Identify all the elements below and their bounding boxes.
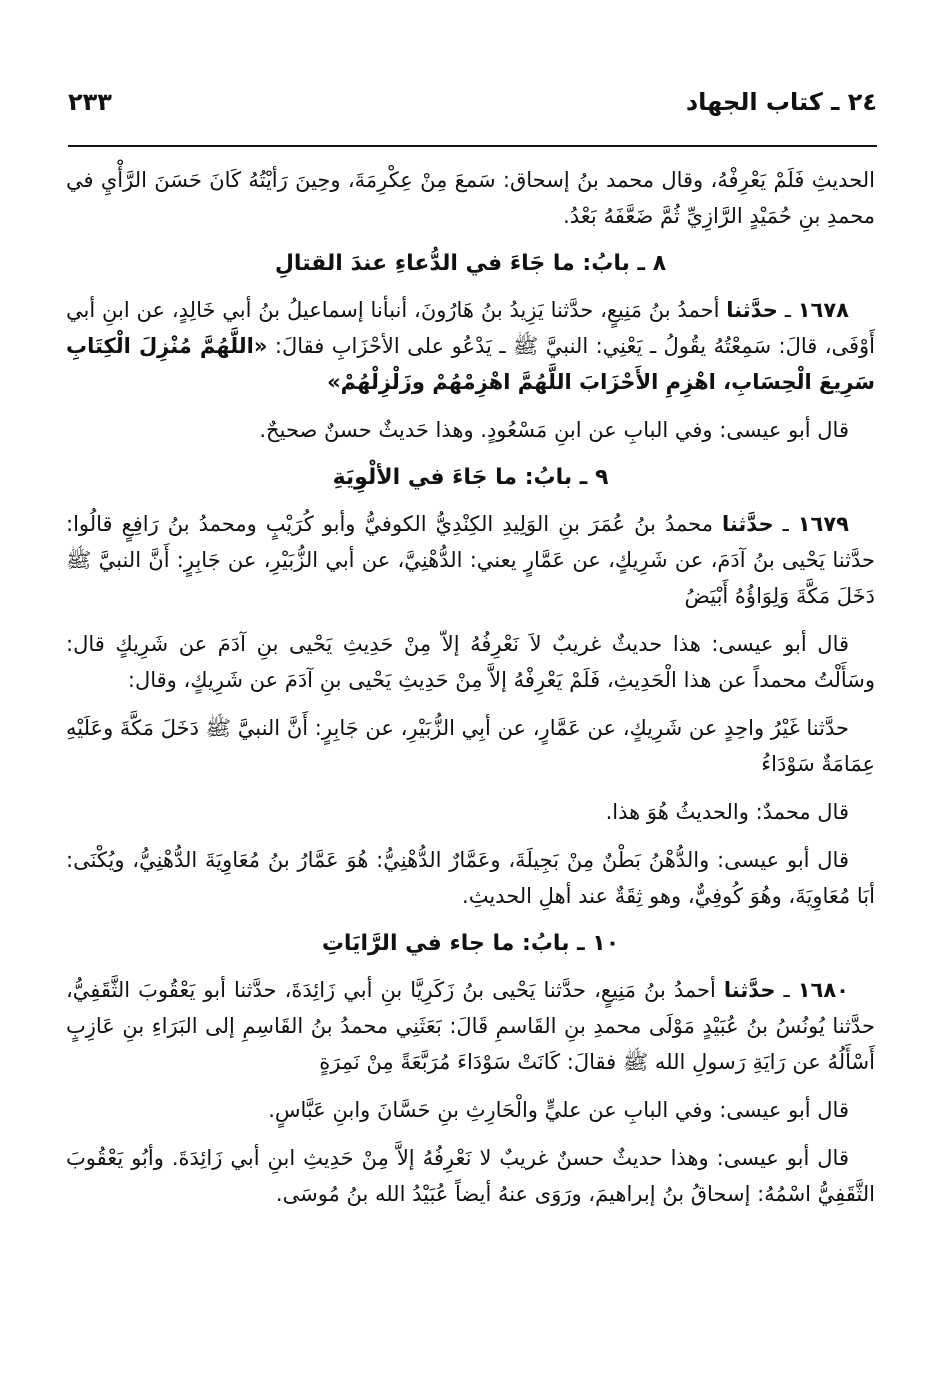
hadith-number: ١٦٧٨ (797, 298, 849, 322)
commentary-1678: قال أبو عيسى: وفي البابِ عن ابنِ مَسْعُودٍ. وهذا حَديثٌ حسنٌ صحيحٌ. (259, 418, 849, 442)
hadith-separator: ـ (775, 978, 798, 1002)
hadith-1680 (66, 972, 875, 1080)
narration-keyword: حدَّثنا (726, 298, 778, 322)
commentary-1679-c: قال محمدٌ: والحديثُ هُوَ هذا. (605, 800, 849, 824)
narration-keyword: حدَّثنا (723, 978, 776, 1002)
prophetic-text: «اللَّهُمَّ مُنْزِلَ الْكِتَابِ سَرِيعَ الْحِسَابِ، اهْزِمِ الأَحْزَابَ اللَّهُمَّ اهْزِمْهُمْ وزَلْزِلْهُمْ» (66, 334, 875, 394)
chapter-heading-9: ٩ ـ بابُ: ما جَاءَ في الألْوِيَةِ (332, 465, 609, 490)
chapter-heading-10: ١٠ ـ بابُ: ما جاء في الرَّايَاتِ (321, 931, 620, 956)
commentary-1680-a: قال أبو عيسى: وفي البابِ عن عليٍّ والْحَارِثِ بنِ حَسَّانَ وابنِ عَبَّاسٍ. (268, 1098, 849, 1122)
hadith-1679 (66, 506, 875, 614)
hadith-number: ١٦٧٩ (797, 512, 850, 536)
hadith-1678 (66, 292, 875, 400)
page-body (66, 162, 875, 1224)
intro-paragraph: الحديثِ فَلَمْ يَعْرِفْهُ، وقال محمد بنُ إسحاق: سَمعَ مِنْ عِكْرِمَةَ، وحِينَ رَأيْتُهُ كَانَ حَسَنَ الرَّأْيِ في محمدِ بنِ حُمَيْدٍ الرَّازِيِّ ثُمَّ ضَعَّفَهُ بَعْدُ. (66, 168, 875, 228)
commentary-1679-d: قال أبو عيسى: والدُّهْنُ بَطْنٌ مِنْ بَجِيلَةَ، وعَمَّارٌ الدُّهْنِيُّ: هُوَ عَمَّارُ بنُ مُعَاوِيَةَ الدُّهْنِيُّ، ويُكْنَى: أبَا مُعَاوِيَةَ، وهُوَ كُوفِيٌّ، وهو ثِقَةٌ عند أهلِ الحديثِ. (66, 848, 875, 908)
hadith-text: محمدُ بنُ عُمَرَ بنِ الوَلِيدِ الكِنْدِيُّ الكوفيُّ وأبو كُرَيْبٍ ومحمدُ بنُ رَافِعٍ قالُوا: حدَّثنا يَحْيى بنُ آدَمَ، عن شَرِيكٍ، عن عَمَّارٍ يعني: الدُّهْنِيَّ، عن أبي الزُّبَيْرِ، عن جَابِرٍ: أَنَّ النبيَّ ﷺ دَخَلَ مَكَّةَ وَلِوَاؤُهُ أَبْيَضُ (66, 512, 875, 608)
header-divider (68, 145, 877, 147)
hadith-text: أحمدُ بنُ مَنِيعٍ، حدَّثنا يَزِيدُ بنُ هَارُونَ، أنبأنا إسماعيلُ بنُ أبي خَالِدٍ، عن ابنِ أبي أَوْفَى، قالَ: سَمِعْتُهُ يقُولُ ـ يَعْنِي: النبيَّ ﷺ ـ يَدْعُو على الأحْزَابِ فقالَ: (66, 298, 876, 358)
chapter-heading-8: ٨ ـ بابُ: ما جَاءَ في الدُّعاءِ عندَ القتالِ (274, 251, 667, 276)
running-header-title: ٢٤ ـ كتاب الجهاد (685, 88, 877, 116)
hadith-separator: ـ (773, 512, 798, 536)
commentary-1679-a: قال أبو عيسى: هذا حديثٌ غريبٌ لاَ نَعْرِفُهُ إلاّ مِنْ حَدِيثِ يَحْيى بنِ آدَمَ عن شَرِيكٍ قال: وسَأَلْتُ محمداً عن هذا الْحَدِيثِ، فَلَمْ يَعْرِفْهُ إلاَّ مِنْ حَدِيثِ يَحْيى بنِ آدَمَ عن شَرِيكٍ، وقال: (66, 632, 875, 692)
commentary-1680-b: قال أبو عيسى: وهذا حديثٌ حسنٌ غريبٌ لا نَعْرِفُهُ إلاَّ مِنْ حَدِيثِ ابنِ أبي زَائِدَةَ. وأبُو يَعْقُوبَ الثَّقَفِيُّ اسْمُهُ: إسحاقُ بنُ إبراهيمَ، ورَوَى عنهُ أيضاً عُبَيْدُ الله بنُ مُوسَى. (66, 1146, 875, 1206)
hadith-text: أحمدُ بنُ مَنِيعٍ، حدَّثنا يَحْيى بنُ زَكَرِيَّا بنِ أبي زَائِدَةَ، حدَّثنا أبو يَعْقُوبَ الثَّقَفِيُّ، حدَّثنا يُونُسُ بنُ عُبَيْدٍ مَوْلَى محمدِ بنِ القَاسمِ قَالَ: بَعَثَنِي محمدُ بنُ القَاسِمِ إلى البَرَاءِ بنِ عَازِبٍ أَسْأَلُهُ عن رَايَةِ رَسولِ الله ﷺ فقالَ: كَانَتْ سَوْدَاءَ مُرَبَّعَةً مِنْ نَمِرَةٍ (66, 978, 875, 1074)
page-header (68, 88, 877, 128)
hadith-number: ١٦٨٠ (797, 978, 849, 1002)
commentary-1679-b: حدَّثنا غَيْرُ واحِدٍ عن شَرِيكٍ، عن عَمَّارٍ، عن أبِي الزُّبَيْرِ، عن جَابِرٍ: أَنَّ النبيَّ ﷺ دَخَلَ مَكَّةَ وعَلَيْهِ عِمَامَةٌ سَوْدَاءُ (66, 716, 875, 776)
narration-keyword: حدَّثنا (721, 512, 774, 536)
page-number: ٢٣٣ (68, 88, 112, 116)
hadith-separator: ـ (777, 298, 798, 322)
